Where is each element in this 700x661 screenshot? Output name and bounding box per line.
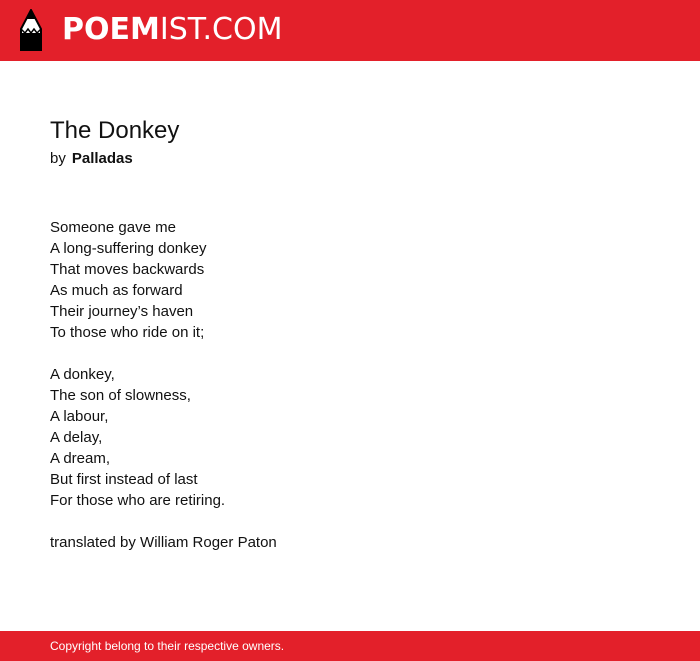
poem-line: Their journey’s haven: [50, 303, 194, 320]
stanza: [50, 217, 650, 343]
pencil-tip-icon[interactable]: [17, 9, 45, 51]
poem-line: As much as forward: [50, 282, 183, 299]
logo-bold-text: POEM: [62, 12, 160, 47]
poem-body: [50, 217, 650, 553]
logo-light-text: IST.COM: [159, 12, 283, 47]
poem-line: But first instead of last: [50, 471, 198, 488]
site-header: [0, 0, 700, 61]
translator-credit: translated by William Roger Paton: [50, 534, 277, 551]
poem-content: [50, 116, 650, 553]
poem-line: A delay,: [50, 429, 103, 446]
poem-line: A labour,: [50, 408, 109, 425]
poem-line: To those who ride on it;: [50, 324, 205, 341]
poem-line: A long-suffering donkey: [50, 240, 207, 257]
stanza: [50, 364, 650, 511]
poem-title: The Donkey: [50, 117, 180, 144]
poem-line: For those who are retiring.: [50, 492, 226, 509]
site-logo[interactable]: [62, 12, 282, 48]
poem-byline: [50, 147, 650, 171]
site-footer: [0, 631, 700, 661]
copyright-notice: Copyright belong to their respective owners.: [50, 639, 285, 653]
author-link[interactable]: Palladas: [71, 150, 133, 167]
poem-line: A dream,: [50, 450, 111, 467]
poem-line: A donkey,: [50, 366, 115, 383]
poem-line: Someone gave me: [50, 219, 176, 236]
poem-line: That moves backwards: [50, 261, 205, 278]
poem-line: The son of slowness,: [50, 387, 191, 404]
by-label: by: [50, 150, 66, 167]
